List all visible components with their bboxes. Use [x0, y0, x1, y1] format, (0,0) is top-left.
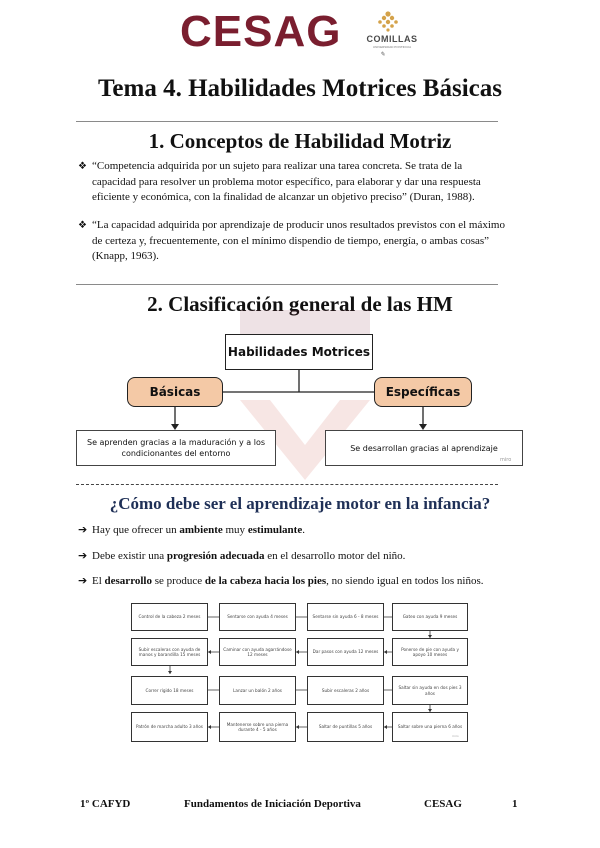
diamond-bullet-icon: ❖ [78, 161, 87, 172]
point-emphasis: de la cabeza hacia los pies [204, 575, 327, 587]
flow-step: Subir escaleras con ayuda de manos y barandilla 15 meses [131, 638, 208, 666]
footer-course: 1º CAFYD [80, 798, 131, 810]
point-text: se produce [152, 575, 205, 587]
point-text: El [92, 575, 105, 587]
flow-step: Saltar sobre una pierna 6 años [392, 712, 468, 742]
flow-step: Saltar sin ayuda en dos pies 3 años [392, 676, 468, 705]
point-text: . [302, 524, 305, 536]
point-emphasis: desarrollo [104, 575, 152, 587]
basicas-description-box: Se aprenden gracias a la maduración y a los condicionantes del entorno [76, 430, 276, 466]
flow-step: Correr rígido 18 meses [131, 676, 208, 705]
diamond-bullet-icon: ❖ [78, 220, 87, 231]
flow-step: Patrón de marcha adulto 3 años [131, 712, 208, 742]
section-2-title: 2. Clasificación general de las HM [147, 292, 453, 316]
point-emphasis: progresión adecuada [166, 550, 265, 562]
footer-page-number: 1 [512, 798, 518, 810]
definition-text: “La capacidad adquirida por aprendizaje de producir unos resultados previstos con el máximo de certeza y, frecuentemente, con el mínimo dispendio de tiempo, energía, o ambas cosas” (Knapp, 1963). [92, 219, 505, 262]
flow-step: Saltar de puntillas 5 años [307, 712, 384, 742]
flow-step: Caminar con ayuda agarrándose 12 meses [219, 638, 296, 666]
point-text: , no siendo igual en todos los niños. [326, 575, 484, 587]
right-arrow-icon: ➔ [78, 574, 88, 587]
right-arrow-icon: ➔ [78, 523, 88, 536]
flow-step: Lanzar un balón 2 años [219, 676, 296, 705]
point-text: muy [222, 524, 248, 536]
point-emphasis: estimulante [247, 524, 303, 536]
footer-school: CESAG [424, 798, 462, 810]
definition-text: “Competencia adquirida por un sujeto para realizar una tarea concreta. Se trata de la capacidad para resolver un problema motor específico, para elaborar y dar una respuesta eficiente y económica, con la finalidad de alcanzar un objetivo preciso” (Duran, 1988). [92, 160, 481, 203]
flow-step: Sentarse con ayuda 4 meses [219, 603, 296, 631]
comillas-signature-icon: ✎ [380, 52, 386, 58]
point-text: Debe existir una [92, 550, 167, 562]
question-title: ¿Cómo debe ser el aprendizaje motor en la infancia? [109, 494, 491, 513]
right-arrow-icon: ➔ [78, 549, 88, 562]
flow-step: Sentarse sin ayuda 6 - 8 meses [307, 603, 384, 631]
flow-step: Ponerse de pie con ayuda y apoyo 10 meses [392, 638, 468, 666]
flow-step: Dar pasos con ayuda 12 meses [307, 638, 384, 666]
point-text: en el desarrollo motor del niño. [264, 550, 406, 562]
comillas-logo-subtitle: UNIVERSIDAD PONTIFICIA [372, 45, 412, 49]
flow-step: Subir escaleras 2 años [307, 676, 384, 705]
miro-watermark: miro [452, 734, 459, 738]
especificas-description-box: Se desarrollan gracias al aprendizaje [325, 430, 523, 466]
miro-watermark: miro [500, 457, 512, 463]
comillas-logo-text: COMILLAS [366, 34, 418, 44]
point-emphasis: ambiente [179, 524, 223, 536]
habilidades-motrices-box: Habilidades Motrices [225, 334, 373, 370]
basicas-box: Básicas [127, 377, 223, 407]
cesag-logo: CESAG [180, 7, 342, 56]
document-title: Tema 4. Habilidades Motrices Básicas [98, 75, 502, 102]
footer-subject: Fundamentos de Iniciación Deportiva [184, 798, 361, 810]
flow-step: Gateo con ayuda 9 meses [392, 603, 468, 631]
flow-step: Control de la cabeza 2 meses [131, 603, 208, 631]
point-text: Hay que ofrecer un [92, 524, 180, 536]
especificas-box: Específicas [374, 377, 472, 407]
section-1-title: 1. Conceptos de Habilidad Motriz [148, 129, 452, 153]
flow-step: Mantenerse sobre una pierna durante 4 - 5 años [219, 712, 296, 742]
